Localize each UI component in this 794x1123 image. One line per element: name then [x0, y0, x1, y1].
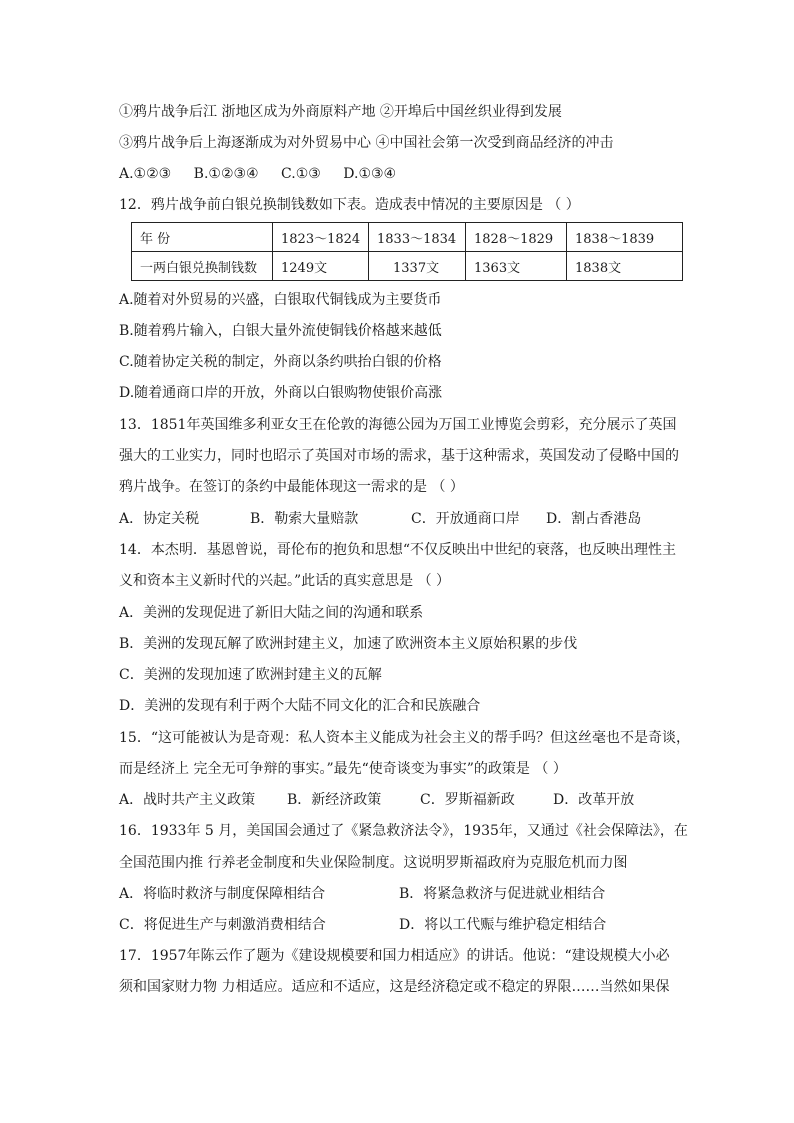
q12-stem: 12．鸦片战争前白银兑换制钱数如下表。造成表中情况的主要原因是 （ ）: [119, 197, 580, 213]
q14-option-c: C．美洲的发现加速了欧洲封建主义的瓦解: [119, 667, 382, 683]
q14-stem-line2: 义和资本主义新时代的兴起。”此话的真实意思是 （ ）: [119, 573, 451, 589]
table-cell: 1337文: [369, 252, 466, 281]
table-cell: 1363文: [466, 252, 567, 281]
q16-option-c: C．将促进生产与刺激消费相结合: [119, 917, 326, 933]
q14-option-a: A．美洲的发现促进了新旧大陆之间的沟通和联系: [119, 605, 424, 621]
q16-option-a: A．将临时救济与制度保障相结合: [119, 886, 326, 902]
q13-stem-line1: 13．1851年英国维多利亚女王在伦敦的海德公园为万国工业博览会剪彩，充分展示了英国: [119, 417, 677, 433]
q17-stem-line1: 17．1957年陈云作了题为《建设规模要和国力相适应》的讲话。他说：“建设规模大小必: [119, 948, 670, 964]
q15-option-c: C．罗斯福新政: [420, 792, 515, 808]
q14-stem-line1: 14．本杰明．基恩曾说，哥伦布的抱负和思想“不仅反映出中世纪的衰落，也反映出理性主: [119, 542, 676, 558]
q11-items-line1: ①鸦片战争后江 浙地区成为外商原料产地 ②开埠后中国丝织业得到发展: [119, 104, 562, 120]
q13-option-c: C．开放通商口岸: [411, 511, 520, 527]
q11-options: A.①②③ B.①②③④ C.①③ D.①③④: [119, 166, 397, 182]
table-header-cell: 年 份: [132, 223, 273, 252]
silver-exchange-table: [131, 222, 683, 281]
table-header-cell: 1833～1834: [369, 223, 466, 252]
table-header-cell: 1838～1839: [567, 223, 683, 252]
q16-option-b: B．将紧急救济与促进就业相结合: [399, 886, 606, 902]
q13-stem-line2: 强大的工业实力，同时也昭示了英国对市场的需求，基于这种需求，英国发动了侵略中国的: [119, 448, 679, 464]
q17-stem-line2: 须和国家财力物 力相适应。适应和不适应，这是经济稳定或不稳定的界限……当然如果保: [119, 979, 670, 995]
table-row: [132, 252, 683, 281]
q12-option-b: B.随着鸦片输入，白银大量外流使铜钱价格越来越低: [119, 323, 442, 339]
table-cell: 一两白银兑换制钱数: [132, 252, 273, 281]
q14-option-d: D．美洲的发现有利于两个大陆不同文化的汇合和民族融合: [119, 698, 481, 714]
q12-option-a: A.随着对外贸易的兴盛，白银取代铜钱成为主要货币: [119, 292, 442, 308]
q13-option-a: A．协定关税: [119, 511, 200, 527]
q13-option-d: D．割占香港岛: [546, 511, 642, 527]
table-cell: 1249文: [273, 252, 369, 281]
q13-option-b: B．勒索大量赔款: [250, 511, 359, 527]
q15-option-a: A．战时共产主义政策: [119, 792, 256, 808]
q13-stem-line3: 鸦片战争。在签订的条约中最能体现这一需求的是 （ ）: [119, 479, 464, 495]
q16-option-d: D．将以工代赈与维护稳定相结合: [399, 917, 607, 933]
q12-option-d: D.随着通商口岸的开放，外商以白银购物使银价高涨: [119, 385, 443, 401]
table-header-cell: 1823～1824: [273, 223, 369, 252]
q15-stem-line1: 15．“这可能被认为是奇观：私人资本主义能成为社会主义的帮手吗？但这丝毫也不是奇谈，: [119, 730, 690, 746]
q16-stem-line2: 全国范围内推 行养老金制度和失业保险制度。这说明罗斯福政府为克服危机而力图: [119, 855, 628, 871]
q15-option-d: D．改革开放: [553, 792, 635, 808]
table-header-cell: 1828～1829: [466, 223, 567, 252]
q15-option-b: B．新经济政策: [287, 792, 382, 808]
table-row: [132, 223, 683, 252]
q12-option-c: C.随着协定关税的制定，外商以条约哄抬白银的价格: [119, 354, 442, 370]
q15-stem-line2: 而是经济上 完全无可争辩的事实。”最先“使奇谈变为事实”的政策是 （ ）: [119, 761, 567, 777]
q11-items-line2: ③鸦片战争后上海逐渐成为对外贸易中心 ④中国社会第一次受到商品经济的冲击: [119, 135, 614, 151]
q16-stem-line1: 16．1933年 5 月，美国国会通过了《紧急救济法令》，1935年，又通过《社会保障法》，在: [119, 823, 688, 839]
table-cell: 1838文: [567, 252, 683, 281]
q14-option-b: B．美洲的发现瓦解了欧洲封建主义，加速了欧洲资本主义原始积累的步伐: [119, 636, 578, 652]
